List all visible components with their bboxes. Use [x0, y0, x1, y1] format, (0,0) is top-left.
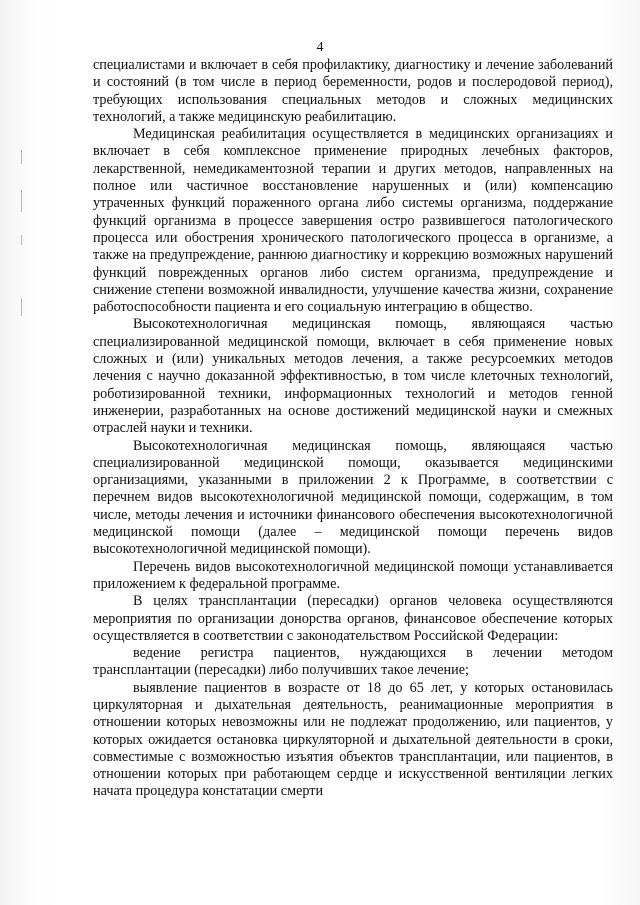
scan-artifact [21, 298, 22, 316]
paragraph: В целях трансплантации (пересадки) органов человека осуществляются мероприятия по организации донорства органов, финансовое обеспечение которых осуществляется в соответствии с законодательством Российской Федерации: [93, 593, 613, 644]
paragraph: ведение регистра пациентов, нуждающихся в лечении методом трансплантации (пересадки) либо получивших такое лечение; [93, 645, 613, 679]
paragraph: Перечень видов высокотехнологичной медицинской помощи устанавливается приложением к федеральной программе. [93, 558, 613, 592]
scan-artifact [21, 150, 22, 164]
paragraph: выявление пациентов в возрасте от 18 до 65 лет, у которых остановилась циркуляторная и дыхательная деятельность, реанимационные мероприятия в отношении которых невозможны или не подлежат продолжению, или пациентов, у которых ожидается остановка циркуляторной и дыхательной деятельности в сроки, совместимые с возможностью изъятия объектов трансплантации, или пациентов, в отношении которых при работающем сердце и искусственной вентиляции легких начата процедура констатации смерти [93, 679, 613, 800]
paragraph: Медицинская реабилитация осуществляется в медицинских организациях и включает в себя комплексное применение природных лечебных факторов, лекарственной, немедикаментозной терапии и других методов, направленных на полное или частичное восстановление нарушенных и (или) компенсацию утраченных функций пораженного органа либо системы организма, поддержание функций организма в процессе завершения остро развившегося патологического процесса или обострения хронического патологического процесса в организме, а также на предупреждение, раннюю диагностику и коррекцию возможных нарушений функций поврежденных органов либо систем организма, предупреждение и снижение степени возможной инвалидности, улучшение качества жизни, сохранение работоспособности пациента и его социальную интеграцию в общество. [93, 126, 613, 316]
document-body [93, 57, 613, 801]
page-number: 4 [316, 40, 324, 55]
paragraph: специалистами и включает в себя профилактику, диагностику и лечение заболеваний и состояний (в том числе в период беременности, родов и послеродовой период), требующих использования специальных методов и сложных медицинских технологий, а также медицинскую реабилитацию. [93, 57, 613, 125]
scan-artifact [21, 235, 22, 245]
paragraph: Высокотехнологичная медицинская помощь, являющаяся частью специализированной медицинской помощи, оказывается медицинскими организациями, указанными в приложении 2 к Программе, в соответствии с перечнем видов высокотехнологичной медицинской помощи, содержащим, в том числе, методы лечения и источники финансового обеспечения высокотехнологичной медицинской помощи (далее – медицинской помощи перечень видов высокотехнологичной медицинской помощи). [93, 437, 613, 558]
scan-artifact [21, 190, 22, 212]
paragraph: Высокотехнологичная медицинская помощь, являющаяся частью специализированной медицинской помощи, включает в себя применение новых сложных и (или) уникальных методов лечения, а также ресурсоемких методов лечения с научно доказанной эффективностью, в том числе клеточных технологий, роботизированной техники, информационных технологий и методов генной инженерии, разработанных на основе достижений медицинской науки и смежных отраслей науки и техники. [93, 316, 613, 437]
